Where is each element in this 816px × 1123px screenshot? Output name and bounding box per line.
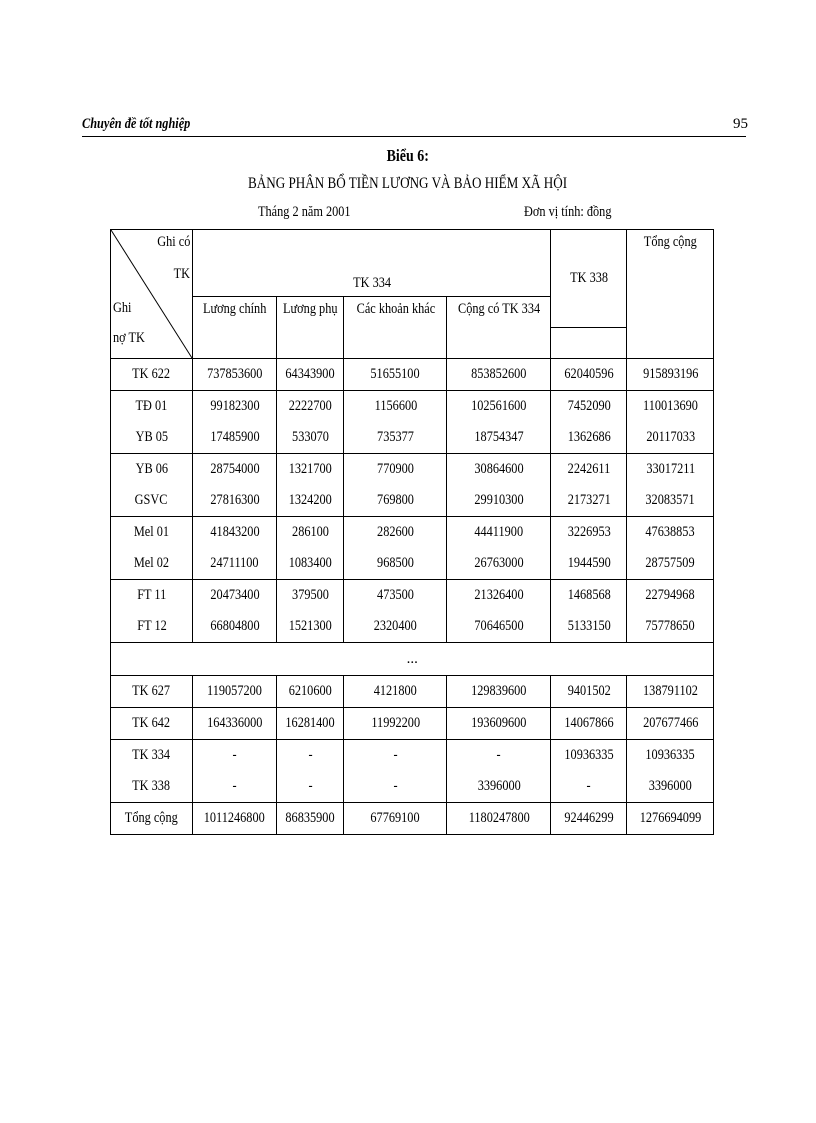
table-cell: 22794968 <box>627 580 714 612</box>
row-account: TK 622 <box>111 359 193 391</box>
row-account: TK 334 <box>111 740 193 772</box>
table-cell: 14067866 <box>551 708 627 740</box>
table-cell: 129839600 <box>447 676 551 708</box>
table-row <box>111 359 714 391</box>
table-cell: 20117033 <box>627 422 714 454</box>
table-cell: 67769100 <box>344 803 447 835</box>
table-cell: 92446299 <box>551 803 627 835</box>
table-cell: 735377 <box>344 422 447 454</box>
table-cell: 770900 <box>344 454 447 486</box>
corner-debit: Ghi <box>113 300 132 316</box>
table-row <box>111 454 714 486</box>
table-cell: 86835900 <box>277 803 344 835</box>
table-cell: 110013690 <box>627 391 714 423</box>
table-cell: 473500 <box>344 580 447 612</box>
table-cell: 5133150 <box>551 611 627 643</box>
table-cell: 769800 <box>344 485 447 517</box>
row-account: TK 642 <box>111 708 193 740</box>
corner-credit: Ghi có <box>156 234 190 250</box>
allocation-table <box>110 229 714 835</box>
row-account: YB 06 <box>111 454 193 486</box>
table-cell: 2320400 <box>344 611 447 643</box>
table-row <box>111 485 714 517</box>
table-cell: 17485900 <box>193 422 277 454</box>
table-cell: - <box>193 740 277 772</box>
table-row <box>111 611 714 643</box>
table-cell: 66804800 <box>193 611 277 643</box>
table-cell: 47638853 <box>627 517 714 549</box>
table-cell: 2173271 <box>551 485 627 517</box>
table-cell: 1468568 <box>551 580 627 612</box>
table-cell: 64343900 <box>277 359 344 391</box>
figure-title: Biểu 6: <box>386 146 430 165</box>
ellipsis-row <box>111 643 714 676</box>
table-cell: 1276694099 <box>627 803 714 835</box>
group-header-tk334: TK 334 <box>193 230 551 297</box>
table-cell: 3396000 <box>447 771 551 803</box>
table-cell: - <box>193 771 277 803</box>
row-account: YB 05 <box>111 422 193 454</box>
table-cell: 29910300 <box>447 485 551 517</box>
row-account: TK 627 <box>111 676 193 708</box>
table-cell: 1083400 <box>277 548 344 580</box>
table-row <box>111 580 714 612</box>
table-cell: 28754000 <box>193 454 277 486</box>
table-cell: 193609600 <box>447 708 551 740</box>
document-title: Chuyên đề tốt nghiệp <box>82 116 191 132</box>
table-cell: 20473400 <box>193 580 277 612</box>
table-cell: 70646500 <box>447 611 551 643</box>
ellipsis-cell: ... <box>111 643 714 676</box>
table-cell: 968500 <box>344 548 447 580</box>
table-cell: 379500 <box>277 580 344 612</box>
table-cell: 533070 <box>277 422 344 454</box>
table-cell: - <box>447 740 551 772</box>
table-cell: 44411900 <box>447 517 551 549</box>
table-cell: 1156600 <box>344 391 447 423</box>
table-cell: - <box>344 771 447 803</box>
row-account: GSVC <box>111 485 193 517</box>
table-cell: 1521300 <box>277 611 344 643</box>
table-cell: 853852600 <box>447 359 551 391</box>
table-cell: 1321700 <box>277 454 344 486</box>
table-cell: 27816300 <box>193 485 277 517</box>
page-number: 95 <box>733 116 748 132</box>
corner-debit-acct: nợ TK <box>113 330 145 346</box>
table-cell: 102561600 <box>447 391 551 423</box>
table-cell: 11992200 <box>344 708 447 740</box>
sub-header: Lương chính <box>193 297 277 359</box>
table-cell: 28757509 <box>627 548 714 580</box>
table-cell: 21326400 <box>447 580 551 612</box>
table-row <box>111 548 714 580</box>
row-account: Mel 01 <box>111 517 193 549</box>
sub-header: Các khoản khác <box>344 297 447 359</box>
table-row <box>111 708 714 740</box>
table-cell: 164336000 <box>193 708 277 740</box>
table-row <box>111 517 714 549</box>
table-cell: 119057200 <box>193 676 277 708</box>
table-cell: 1324200 <box>277 485 344 517</box>
col-header-tk338: TK 338 <box>551 230 627 328</box>
table-cell: 10936335 <box>551 740 627 772</box>
table-cell: 33017211 <box>627 454 714 486</box>
table-cell: 3396000 <box>627 771 714 803</box>
corner-credit-acct: TK <box>173 266 190 282</box>
corner-cell <box>111 230 193 359</box>
page-header <box>82 110 746 137</box>
row-account: FT 11 <box>111 580 193 612</box>
table-cell: 1944590 <box>551 548 627 580</box>
table-row <box>111 391 714 423</box>
unit-label: Đơn vị tính: đồng <box>524 204 612 220</box>
table-cell: 4121800 <box>344 676 447 708</box>
table-row <box>111 676 714 708</box>
table-row <box>111 771 714 803</box>
table-cell: 41843200 <box>193 517 277 549</box>
table-cell: 737853600 <box>193 359 277 391</box>
table-cell: - <box>277 771 344 803</box>
row-account: Tổng cộng <box>111 803 193 835</box>
table-cell: 1011246800 <box>193 803 277 835</box>
table-cell: 75778650 <box>627 611 714 643</box>
col-header-total: Tổng cộng <box>627 230 714 359</box>
table-cell: 51655100 <box>344 359 447 391</box>
table-cell: 18754347 <box>447 422 551 454</box>
table-cell: 6210600 <box>277 676 344 708</box>
table-cell: 2242611 <box>551 454 627 486</box>
table-cell: 32083571 <box>627 485 714 517</box>
table-row <box>111 740 714 772</box>
table-cell: 2222700 <box>277 391 344 423</box>
table-cell: - <box>344 740 447 772</box>
table-cell: 7452090 <box>551 391 627 423</box>
table-row <box>111 803 714 835</box>
table-cell: 282600 <box>344 517 447 549</box>
row-account: Mel 02 <box>111 548 193 580</box>
table-cell: 138791102 <box>627 676 714 708</box>
table-cell: - <box>277 740 344 772</box>
table-cell: 3226953 <box>551 517 627 549</box>
table-cell: 286100 <box>277 517 344 549</box>
table-cell: 62040596 <box>551 359 627 391</box>
row-account: FT 12 <box>111 611 193 643</box>
table-cell: 10936335 <box>627 740 714 772</box>
sub-header: Cộng có TK 334 <box>447 297 551 359</box>
table-cell: 26763000 <box>447 548 551 580</box>
table-cell: 1362686 <box>551 422 627 454</box>
table-row <box>111 422 714 454</box>
table-cell: - <box>551 771 627 803</box>
sub-header: Lương phụ <box>277 297 344 359</box>
table-cell: 915893196 <box>627 359 714 391</box>
period-label: Tháng 2 năm 2001 <box>258 204 351 220</box>
table-cell: 207677466 <box>627 708 714 740</box>
table-title: BẢNG PHÂN BỔ TIỀN LƯƠNG VÀ BẢO HIỂM XÃ HỘI <box>248 175 568 192</box>
table-cell: 1180247800 <box>447 803 551 835</box>
table-cell: 99182300 <box>193 391 277 423</box>
table-cell: 24711100 <box>193 548 277 580</box>
table-cell: 9401502 <box>551 676 627 708</box>
row-account: TK 338 <box>111 771 193 803</box>
row-account: TĐ 01 <box>111 391 193 423</box>
table-cell: 30864600 <box>447 454 551 486</box>
table-cell: 16281400 <box>277 708 344 740</box>
